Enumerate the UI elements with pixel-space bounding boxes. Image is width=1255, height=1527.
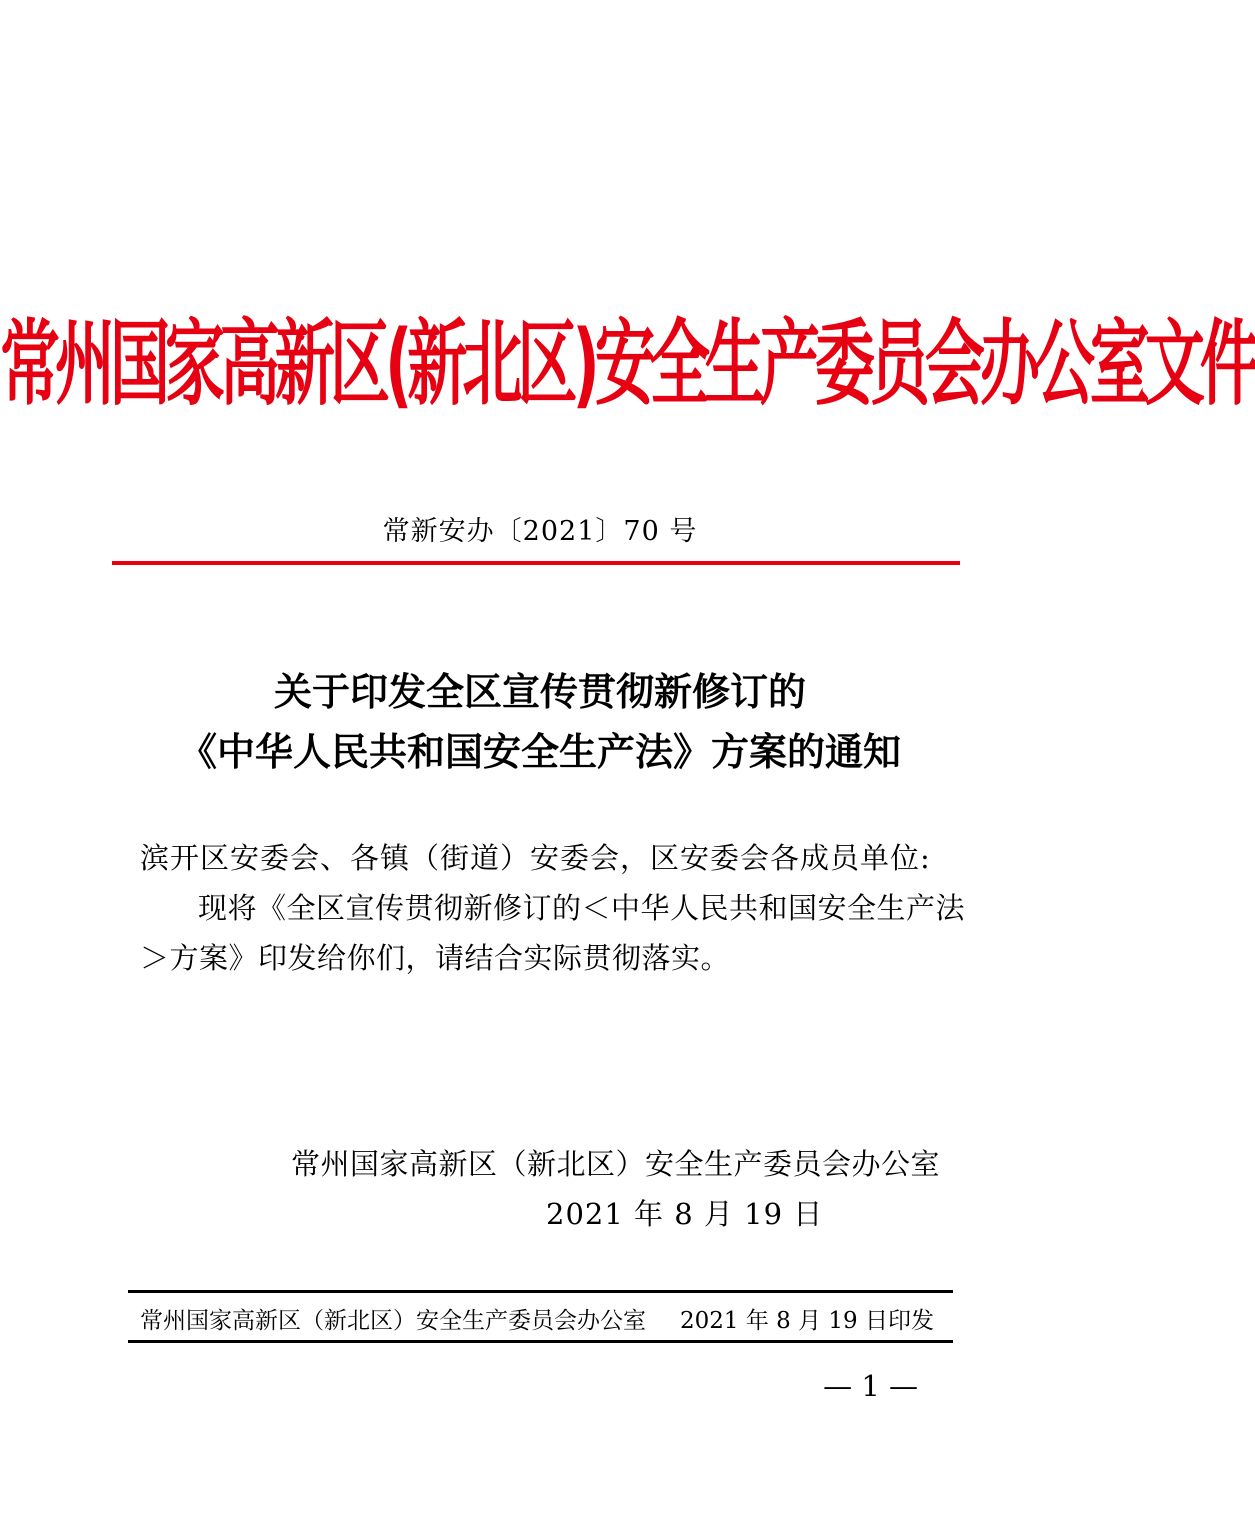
document-number: 常新安办〔2021〕70 号 xyxy=(382,516,698,547)
signature-issuer: 常州国家高新区（新北区）安全生产委员会办公室 xyxy=(290,1147,940,1181)
footer-issue-date: 2021 年 8 月 19 日印发 xyxy=(680,1308,934,1334)
footer-top-rule xyxy=(128,1290,953,1293)
body-paragraph-line1: 现将《全区宣传贯彻新修订的＜中华人民共和国安全生产法 xyxy=(198,891,966,925)
page-number: — 1 — xyxy=(823,1369,918,1403)
body-paragraph-line2: ＞方案》印发给你们，请结合实际贯彻落实。 xyxy=(140,941,731,975)
addressee: 滨开区安委会、各镇（街道）安委会，区安委会各成员单位: xyxy=(140,841,931,875)
notice-title-line1: 关于印发全区宣传贯彻新修订的 xyxy=(273,669,806,714)
signature-date: 2021 年 8 月 19 日 xyxy=(546,1197,824,1231)
notice-title-line2: 《中华人民共和国安全生产法》方案的通知 xyxy=(178,729,901,774)
document-header-title: 常州国家高新区(新北区)安全生产委员会办公室文件 xyxy=(0,310,1255,420)
footer-bottom-rule xyxy=(128,1340,953,1343)
footer-issuer: 常州国家高新区（新北区）安全生产委员会办公室 xyxy=(140,1308,646,1334)
red-divider-line xyxy=(112,561,960,565)
